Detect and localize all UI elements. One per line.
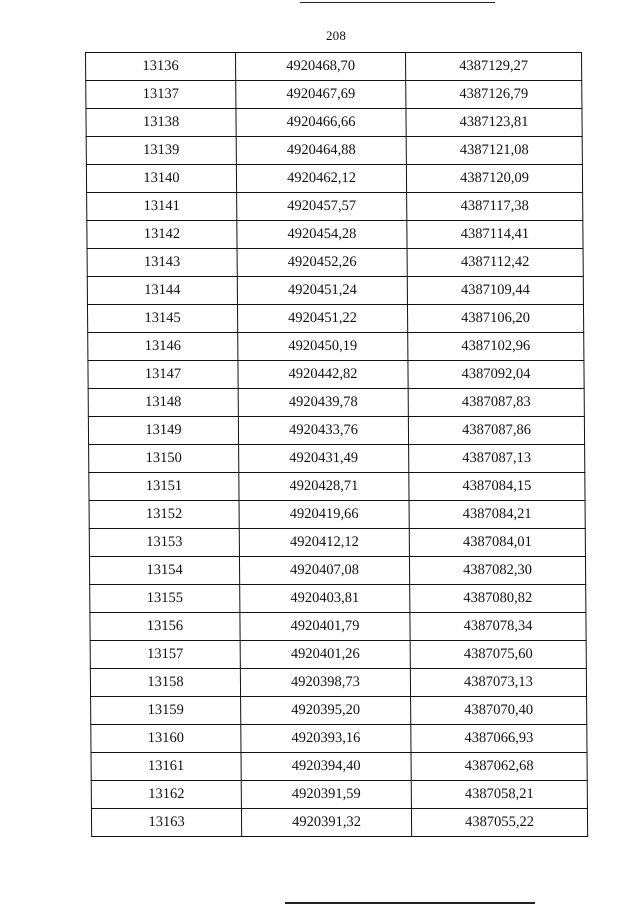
x-coordinate-cell: 4920401,26: [240, 641, 410, 669]
table-row: [91, 753, 587, 781]
point-number-cell: 13150: [89, 445, 239, 473]
x-coordinate-cell: 4920462,12: [236, 165, 406, 193]
x-coordinate-cell: 4920403,81: [240, 585, 410, 613]
table-row: [88, 333, 584, 361]
point-number-cell: 13146: [88, 333, 238, 361]
x-coordinate-cell: 4920433,76: [238, 417, 408, 445]
y-coordinate-cell: 4387055,22: [411, 809, 587, 837]
table-row: [86, 53, 582, 81]
table-row: [88, 361, 584, 389]
x-coordinate-cell: 4920407,08: [239, 557, 409, 585]
table-row: [91, 697, 587, 725]
x-coordinate-cell: 4920466,66: [236, 109, 406, 137]
point-number-cell: 13156: [90, 613, 240, 641]
y-coordinate-cell: 4387114,41: [407, 221, 583, 249]
point-number-cell: 13136: [86, 53, 236, 81]
coordinates-table: [85, 52, 588, 837]
y-coordinate-cell: 4387058,21: [411, 781, 587, 809]
x-coordinate-cell: 4920451,22: [237, 305, 407, 333]
x-coordinate-cell: 4920464,88: [236, 137, 406, 165]
x-coordinate-cell: 4920468,70: [236, 53, 406, 81]
y-coordinate-cell: 4387087,83: [408, 389, 584, 417]
y-coordinate-cell: 4387112,42: [407, 249, 583, 277]
y-coordinate-cell: 4387129,27: [406, 53, 582, 81]
y-coordinate-cell: 4387123,81: [406, 109, 582, 137]
table-row: [87, 221, 583, 249]
table-row: [86, 165, 582, 193]
point-number-cell: 13151: [89, 473, 239, 501]
page-number: 208: [325, 28, 347, 43]
table-row: [86, 81, 582, 109]
y-coordinate-cell: 4387080,82: [410, 585, 586, 613]
table-row: [90, 585, 586, 613]
point-number-cell: 13155: [90, 585, 240, 613]
x-coordinate-cell: 4920394,40: [241, 753, 411, 781]
point-number-cell: 13154: [89, 557, 239, 585]
table-row: [86, 109, 582, 137]
x-coordinate-cell: 4920439,78: [238, 389, 408, 417]
point-number-cell: 13139: [86, 137, 236, 165]
table-row: [89, 529, 585, 557]
x-coordinate-cell: 4920412,12: [239, 529, 409, 557]
point-number-cell: 13153: [89, 529, 239, 557]
x-coordinate-cell: 4920391,59: [241, 781, 411, 809]
table-row: [88, 389, 584, 417]
table-row: [89, 445, 585, 473]
x-coordinate-cell: 4920398,73: [240, 669, 410, 697]
y-coordinate-cell: 4387070,40: [411, 697, 587, 725]
point-number-cell: 13147: [88, 361, 238, 389]
point-number-cell: 13159: [91, 697, 241, 725]
y-coordinate-cell: 4387084,01: [409, 529, 585, 557]
x-coordinate-cell: 4920442,82: [238, 361, 408, 389]
x-coordinate-cell: 4920467,69: [236, 81, 406, 109]
y-coordinate-cell: 4387109,44: [407, 277, 583, 305]
point-number-cell: 13142: [87, 221, 237, 249]
point-number-cell: 13162: [91, 781, 241, 809]
point-number-cell: 13138: [86, 109, 236, 137]
y-coordinate-cell: 4387102,96: [408, 333, 584, 361]
x-coordinate-cell: 4920395,20: [241, 697, 411, 725]
point-number-cell: 13160: [91, 725, 241, 753]
y-coordinate-cell: 4387121,08: [406, 137, 582, 165]
y-coordinate-cell: 4387062,68: [411, 753, 587, 781]
point-number-cell: 13141: [87, 193, 237, 221]
y-coordinate-cell: 4387120,09: [406, 165, 582, 193]
x-coordinate-cell: 4920391,32: [241, 809, 411, 837]
y-coordinate-cell: 4387082,30: [409, 557, 585, 585]
y-coordinate-cell: 4387117,38: [407, 193, 583, 221]
y-coordinate-cell: 4387075,60: [410, 641, 586, 669]
table-row: [86, 137, 582, 165]
table-row: [87, 305, 583, 333]
table-row: [88, 417, 584, 445]
point-number-cell: 13149: [88, 417, 238, 445]
table-row: [87, 277, 583, 305]
x-coordinate-cell: 4920452,26: [237, 249, 407, 277]
point-number-cell: 13137: [86, 81, 236, 109]
x-coordinate-cell: 4920401,79: [240, 613, 410, 641]
x-coordinate-cell: 4920451,24: [237, 277, 407, 305]
y-coordinate-cell: 4387084,15: [409, 473, 585, 501]
y-coordinate-cell: 4387066,93: [411, 725, 587, 753]
scan-edge-line-bottom: [285, 902, 535, 904]
point-number-cell: 13152: [89, 501, 239, 529]
x-coordinate-cell: 4920431,49: [239, 445, 409, 473]
table-row: [89, 473, 585, 501]
x-coordinate-cell: 4920393,16: [241, 725, 411, 753]
y-coordinate-cell: 4387078,34: [410, 613, 586, 641]
x-coordinate-cell: 4920419,66: [239, 501, 409, 529]
table-row: [91, 809, 587, 837]
point-number-cell: 13144: [87, 277, 237, 305]
table-row: [87, 249, 583, 277]
y-coordinate-cell: 4387087,86: [408, 417, 584, 445]
table-row: [91, 781, 587, 809]
coordinates-table-body: [86, 53, 588, 837]
point-number-cell: 13140: [86, 165, 236, 193]
table-row: [87, 193, 583, 221]
y-coordinate-cell: 4387092,04: [408, 361, 584, 389]
x-coordinate-cell: 4920450,19: [238, 333, 408, 361]
y-coordinate-cell: 4387073,13: [410, 669, 586, 697]
x-coordinate-cell: 4920428,71: [239, 473, 409, 501]
point-number-cell: 13163: [91, 809, 241, 837]
table-row: [90, 669, 586, 697]
scan-edge-line-top: [300, 2, 495, 3]
point-number-cell: 13148: [88, 389, 238, 417]
x-coordinate-cell: 4920457,57: [237, 193, 407, 221]
point-number-cell: 13157: [90, 641, 240, 669]
table-row: [89, 501, 585, 529]
y-coordinate-cell: 4387087,13: [409, 445, 585, 473]
y-coordinate-cell: 4387106,20: [407, 305, 583, 333]
table-row: [90, 613, 586, 641]
y-coordinate-cell: 4387126,79: [406, 81, 582, 109]
y-coordinate-cell: 4387084,21: [409, 501, 585, 529]
x-coordinate-cell: 4920454,28: [237, 221, 407, 249]
table-row: [91, 725, 587, 753]
point-number-cell: 13158: [90, 669, 240, 697]
table-row: [89, 557, 585, 585]
point-number-cell: 13161: [91, 753, 241, 781]
point-number-cell: 13143: [87, 249, 237, 277]
coordinates-sheet: [85, 52, 587, 836]
table-row: [90, 641, 586, 669]
point-number-cell: 13145: [87, 305, 237, 333]
